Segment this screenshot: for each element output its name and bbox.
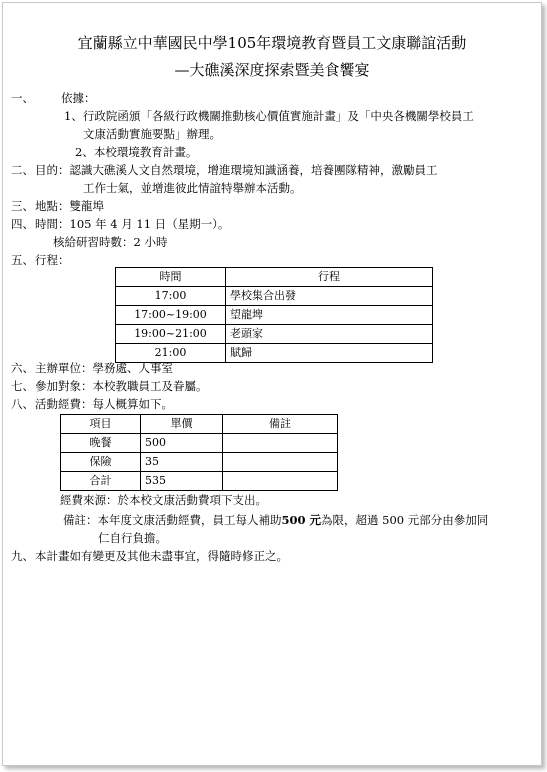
table-row — [116, 306, 433, 325]
section-3-label: 三、 — [11, 199, 34, 213]
table-cell: 19:00~21:00 — [116, 325, 226, 344]
budget-note-prefix: 備註：本年度文康活動經費，員工每人補助 — [63, 513, 282, 527]
section-6-text: 主辦單位：學務處、人事室 — [35, 361, 173, 375]
table-cell — [223, 472, 338, 491]
section-4-label: 四、 — [11, 217, 34, 231]
table-cell: 535 — [141, 472, 223, 491]
table-cell — [223, 453, 338, 472]
document-title: 宜蘭縣立中華國民中學105年環境教育暨員工文康聯誼活動 — [77, 34, 467, 52]
section-1-item-2: 2、本校環境教育計畫。 — [75, 145, 198, 159]
budget-note-amount: 500 元 — [281, 513, 322, 527]
section-5-text: 行程： — [35, 253, 70, 267]
table-cell: 保險 — [61, 453, 141, 472]
section-1-item-1-cont: 文康活動實施要點」辦理。 — [83, 127, 221, 141]
section-1-heading: 依據： — [61, 91, 96, 105]
section-2-text: 目的：認識大礁溪人文自然環境，增進環境知識涵養，培養團隊精神，激勵員工 — [35, 163, 438, 177]
budget-note-mid: 為限，超過 500 元部分由參加同 — [321, 513, 489, 527]
table-cell: 17:00~19:00 — [116, 306, 226, 325]
section-4-hours: 核給研習時數：2 小時 — [53, 235, 168, 249]
table-row — [116, 344, 433, 363]
section-1-label: 一、 — [11, 91, 34, 105]
table-cell: 合計 — [61, 472, 141, 491]
section-9-label: 九、 — [11, 549, 34, 563]
section-4-text: 時間：105 年 4 月 11 日（星期一）。 — [35, 217, 230, 231]
table-header-cell: 單價 — [141, 415, 223, 434]
table-cell: 500 — [141, 434, 223, 453]
table-header-cell: 項目 — [61, 415, 141, 434]
table-row — [61, 472, 338, 491]
table-cell: 35 — [141, 453, 223, 472]
table-row — [116, 325, 433, 344]
table-header-row — [116, 268, 433, 287]
budget-note-cont: 仁自行負擔。 — [98, 531, 167, 545]
table-cell: 賦歸 — [226, 344, 433, 363]
section-9-text: 本計畫如有變更及其他未盡事宜，得隨時修正之。 — [35, 549, 288, 563]
section-2-text-cont: 工作士氣，並增進彼此情誼特舉辦本活動。 — [83, 181, 302, 195]
section-8-text: 活動經費：每人概算如下。 — [35, 397, 173, 411]
schedule-table — [115, 267, 433, 363]
section-2-label: 二、 — [11, 163, 34, 177]
table-header-cell: 行程 — [226, 268, 433, 287]
table-header-cell: 時間 — [116, 268, 226, 287]
table-row — [61, 453, 338, 472]
table-cell: 晚餐 — [61, 434, 141, 453]
budget-note — [63, 513, 488, 528]
table-header-row — [61, 415, 338, 434]
section-7-text: 參加對象：本校教職員工及眷屬。 — [35, 379, 208, 393]
section-7-label: 七、 — [11, 379, 34, 393]
table-header-cell: 備註 — [223, 415, 338, 434]
document-subtitle: —大礁溪深度探索暨美食饗宴 — [174, 61, 370, 79]
section-6-label: 六、 — [11, 361, 34, 375]
table-cell: 望龍埤 — [226, 306, 433, 325]
funding-source: 經費來源：於本校文康活動費項下支出。 — [60, 493, 267, 507]
table-cell: 學校集合出發 — [226, 287, 433, 306]
budget-table — [60, 414, 338, 491]
section-1-item-1: 1、行政院函頒「各級行政機關推動核心價值實施計畫」及「中央各機關學校員工 — [64, 109, 474, 123]
table-cell: 21:00 — [116, 344, 226, 363]
section-5-label: 五、 — [11, 253, 34, 267]
table-cell: 老頭家 — [226, 325, 433, 344]
section-8-label: 八、 — [11, 397, 34, 411]
document-page — [2, 2, 542, 766]
table-cell: 17:00 — [116, 287, 226, 306]
table-cell — [223, 434, 338, 453]
table-row — [61, 434, 338, 453]
table-row — [116, 287, 433, 306]
section-3-text: 地點：雙龍埠 — [35, 199, 104, 213]
